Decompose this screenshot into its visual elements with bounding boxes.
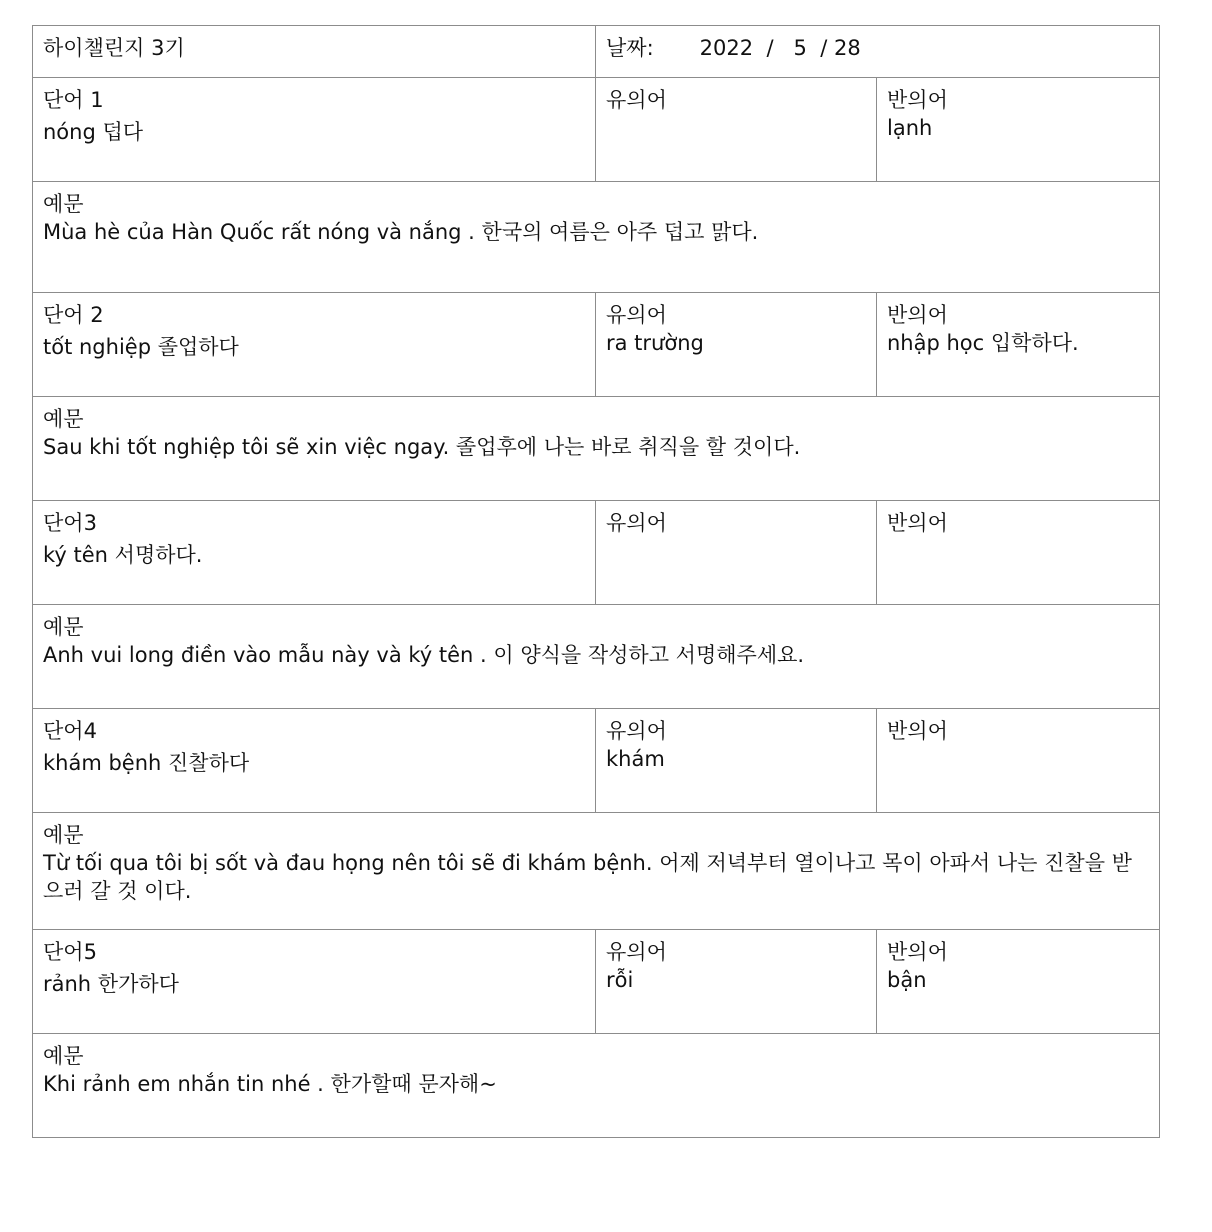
- antonym-label: 반의어: [887, 719, 948, 743]
- synonym-cell: [596, 930, 877, 1034]
- word-label: 단어5: [43, 940, 97, 964]
- antonym-cell: [877, 78, 1160, 182]
- example-row-3: [33, 605, 1160, 709]
- example-sentence: Từ tối qua tôi bị sốt và đau họng nên tôi sẽ đi khám bệnh. 어제 저녁부터 열이나고 목이 아파서 나는 진찰을 받으러 갈 것 이다.: [43, 851, 1132, 903]
- word-label: 단어 2: [43, 303, 104, 327]
- word-label: 단어4: [43, 719, 97, 743]
- antonym-cell: [877, 293, 1160, 397]
- word-value: rảnh 한가하다: [43, 972, 179, 996]
- synonym-label: 유의어: [606, 303, 667, 327]
- example-cell: [33, 397, 1160, 501]
- synonym-cell: [596, 501, 877, 605]
- example-row-4: [33, 813, 1160, 930]
- antonym-label: 반의어: [887, 940, 948, 964]
- synonym-label: 유의어: [606, 511, 667, 535]
- word-value: tốt nghiệp 졸업하다: [43, 335, 239, 359]
- word-cell: [33, 293, 596, 397]
- antonym-cell: [877, 501, 1160, 605]
- word-row-1: [33, 78, 1160, 182]
- example-sentence: Anh vui long điền vào mẫu này và ký tên . 이 양식을 작성하고 서명해주세요.: [43, 643, 805, 667]
- antonym-value: bận: [887, 968, 927, 992]
- example-cell: [33, 182, 1160, 293]
- antonym-value: nhập học 입학하다.: [887, 331, 1079, 355]
- worksheet-title: 하이챌린지 3기: [43, 36, 185, 60]
- word-row-2: [33, 293, 1160, 397]
- example-cell: [33, 813, 1160, 930]
- antonym-cell: [877, 930, 1160, 1034]
- synonym-cell: [596, 78, 877, 182]
- word-row-3: [33, 501, 1160, 605]
- antonym-label: 반의어: [887, 303, 948, 327]
- synonym-cell: [596, 709, 877, 813]
- example-sentence: Mùa hè của Hàn Quốc rất nóng và nắng . 한국의 여름은 아주 덥고 맑다.: [43, 220, 759, 244]
- example-label: 예문: [43, 823, 84, 847]
- date-value: 2022 / 5 / 28: [699, 36, 861, 60]
- example-sentence: Sau khi tốt nghiệp tôi sẽ xin việc ngay. 졸업후에 나는 바로 취직을 할 것이다.: [43, 435, 801, 459]
- word-value: khám bệnh 진찰하다: [43, 751, 250, 775]
- word-cell: [33, 930, 596, 1034]
- antonym-label: 반의어: [887, 511, 948, 535]
- word-row-5: [33, 930, 1160, 1034]
- title-cell: [33, 26, 596, 78]
- synonym-value: khám: [606, 747, 665, 771]
- antonym-label: 반의어: [887, 88, 948, 112]
- vocabulary-worksheet: [32, 25, 1160, 1138]
- synonym-value: rỗi: [606, 968, 634, 992]
- example-row-1: [33, 182, 1160, 293]
- word-cell: [33, 709, 596, 813]
- word-label: 단어 1: [43, 88, 104, 112]
- word-label: 단어3: [43, 511, 97, 535]
- example-label: 예문: [43, 1044, 84, 1068]
- word-cell: [33, 501, 596, 605]
- word-value: nóng 덥다: [43, 120, 144, 144]
- date-cell: [596, 26, 1160, 78]
- antonym-value: lạnh: [887, 116, 933, 140]
- example-cell: [33, 1034, 1160, 1138]
- example-label: 예문: [43, 615, 84, 639]
- header-row: [33, 26, 1160, 78]
- example-cell: [33, 605, 1160, 709]
- word-cell: [33, 78, 596, 182]
- synonym-label: 유의어: [606, 940, 667, 964]
- synonym-label: 유의어: [606, 719, 667, 743]
- synonym-value: ra trường: [606, 331, 704, 355]
- example-row-5: [33, 1034, 1160, 1138]
- example-label: 예문: [43, 192, 84, 216]
- example-label: 예문: [43, 407, 84, 431]
- synonym-cell: [596, 293, 877, 397]
- date-label: 날짜:: [606, 36, 654, 60]
- word-value: ký tên 서명하다.: [43, 543, 203, 567]
- word-row-4: [33, 709, 1160, 813]
- antonym-cell: [877, 709, 1160, 813]
- synonym-label: 유의어: [606, 88, 667, 112]
- example-sentence: Khi rảnh em nhắn tin nhé . 한가할때 문자해~: [43, 1072, 497, 1096]
- example-row-2: [33, 397, 1160, 501]
